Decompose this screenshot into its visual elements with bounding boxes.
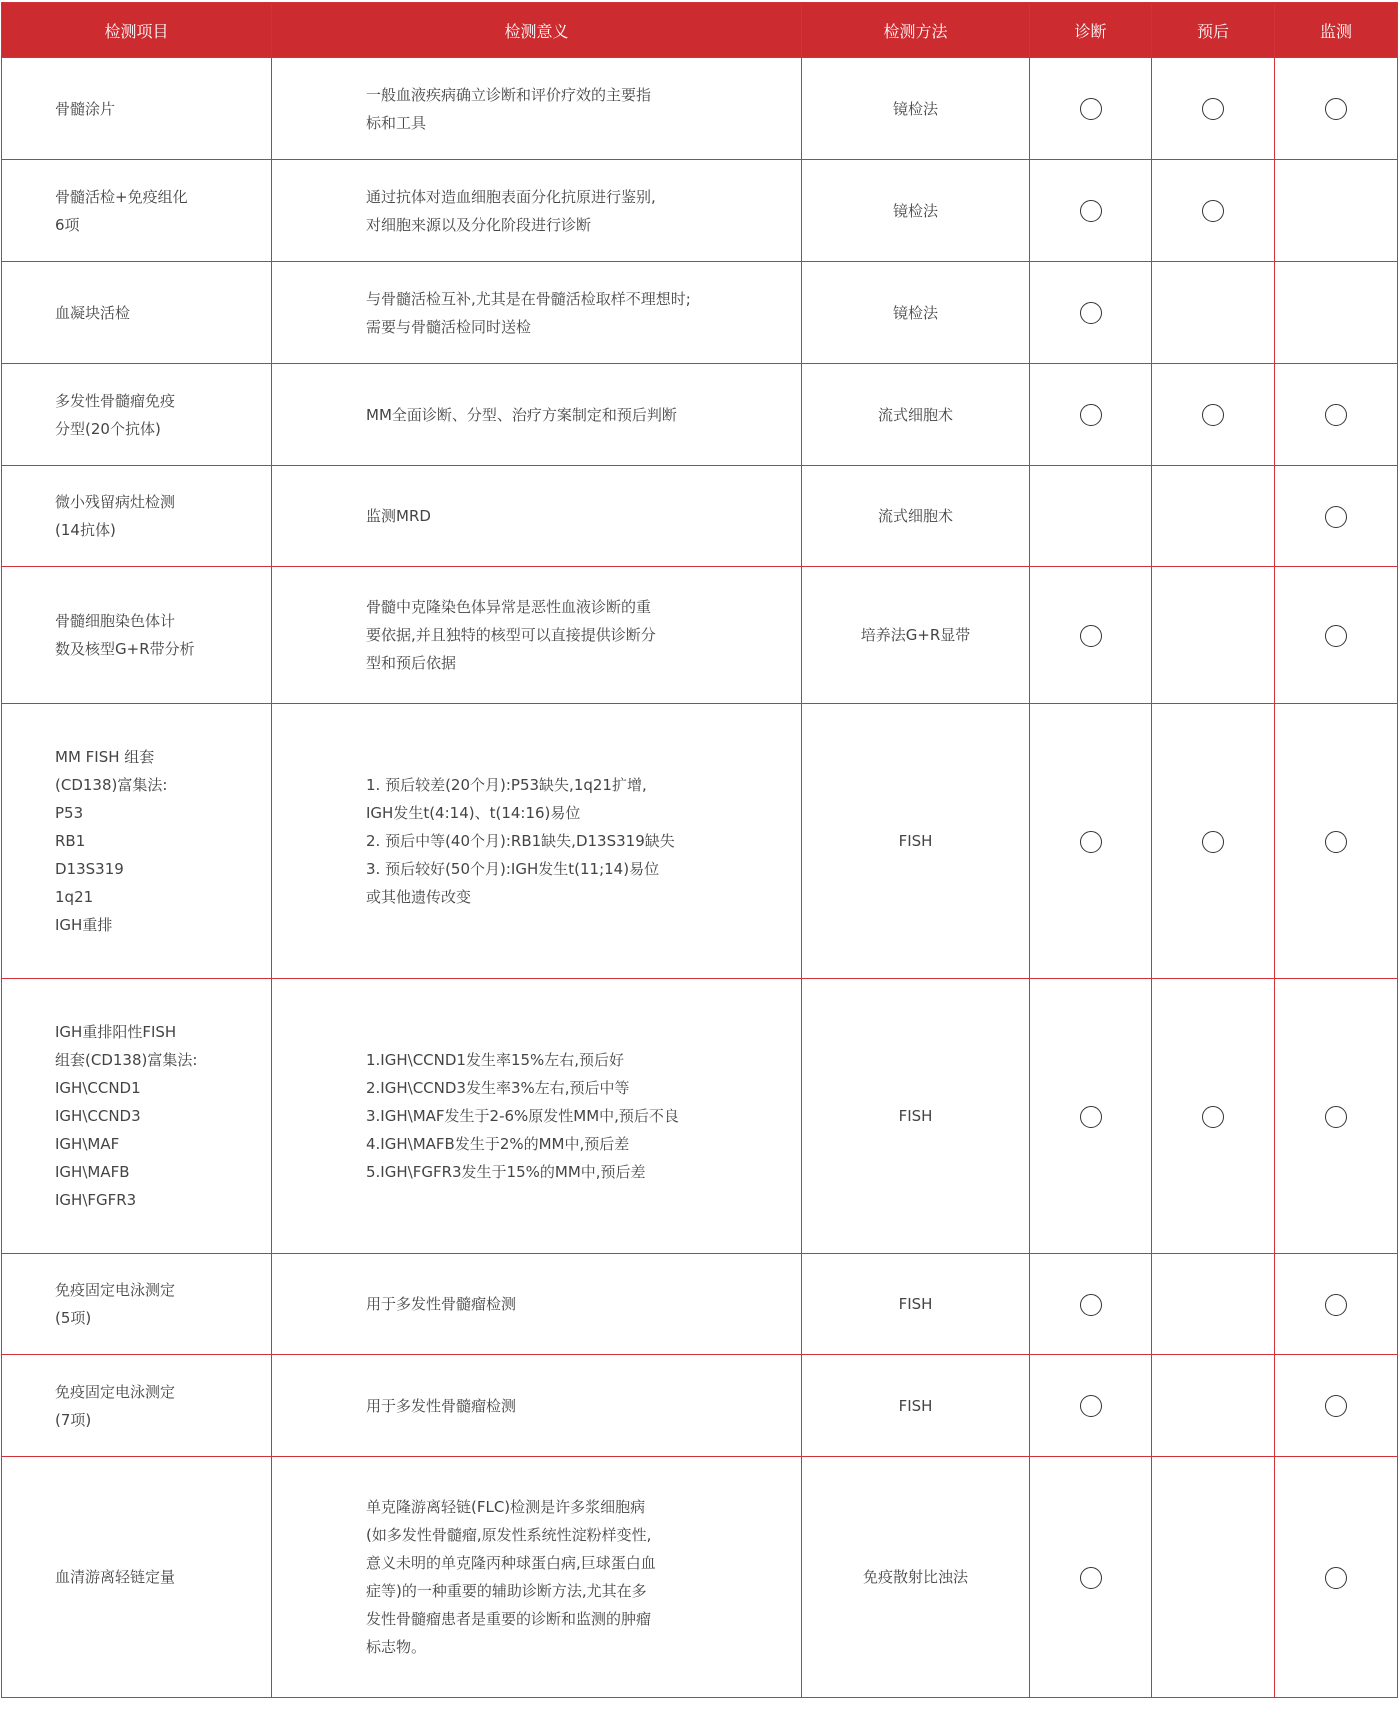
cell-item (2, 979, 272, 1254)
table-row (2, 364, 1398, 466)
cell-meaning (272, 567, 802, 704)
cell-method (802, 1457, 1030, 1698)
cell-meaning (272, 160, 802, 262)
cell-method (802, 1355, 1030, 1457)
cell-prognosis (1152, 567, 1275, 704)
circle-mark-icon (1325, 1395, 1347, 1417)
cell-item-text: 血清游离轻链定量 (55, 1568, 176, 1586)
cell-method-text: 免疫散射比浊法 (862, 1568, 968, 1586)
cell-item-text: 多发性骨髓瘤免疫 分型(20个抗体) (55, 391, 176, 438)
cell-meaning (272, 704, 802, 979)
cell-diagnosis (1030, 567, 1152, 704)
cell-diagnosis (1030, 979, 1152, 1254)
cell-monitoring (1275, 979, 1398, 1254)
circle-mark-icon (1080, 200, 1102, 222)
cell-item (2, 1254, 272, 1355)
cell-method-text: FISH (898, 832, 933, 850)
cell-item-text: 骨髓活检+免疫组化 6项 (55, 187, 188, 234)
cell-meaning-text: 一般血液疾病确立诊断和评价疗效的主要指 标和工具 (366, 85, 652, 132)
cell-monitoring (1275, 58, 1398, 160)
cell-monitoring (1275, 704, 1398, 979)
circle-mark-icon (1202, 831, 1224, 853)
cell-item-text: 微小残留病灶检测 (14抗体) (55, 493, 176, 539)
cell-method-text: 流式细胞术 (877, 405, 953, 424)
cell-method (802, 1254, 1030, 1355)
circle-mark-icon (1080, 98, 1102, 120)
cell-diagnosis (1030, 704, 1152, 979)
cell-diagnosis (1030, 58, 1152, 160)
cell-prognosis (1152, 364, 1275, 466)
header-item: 检测项目 (2, 3, 272, 58)
circle-mark-icon (1325, 506, 1347, 528)
cell-prognosis (1152, 704, 1275, 979)
circle-mark-icon (1080, 831, 1102, 853)
circle-mark-icon (1325, 1567, 1347, 1589)
circle-mark-icon (1325, 625, 1347, 647)
cell-monitoring (1275, 364, 1398, 466)
cell-meaning-text: 用于多发性骨髓瘤检测 (366, 1295, 517, 1313)
cell-diagnosis (1030, 1355, 1152, 1457)
cell-method-text: FISH (898, 1107, 933, 1125)
cell-meaning-text: 1. 预后较差(20个月):P53缺失,1q21扩增, IGH发生t(4:14)、t(14:16)易位 2. 预后中等(40个月):RB1缺失,D13S319缺失 3. 预后较好(50个月):IGH发生t(11;14)易位 或其他遗传改变 (366, 776, 675, 906)
cell-meaning-text: 用于多发性骨髓瘤检测 (366, 1396, 517, 1415)
table-row (2, 58, 1398, 160)
circle-mark-icon (1080, 1567, 1102, 1589)
cell-meaning-text: 通过抗体对造血细胞表面分化抗原进行鉴别, 对细胞来源以及分化阶段进行诊断 (366, 187, 656, 234)
cell-item (2, 1355, 272, 1457)
table-row (2, 262, 1398, 364)
cell-prognosis (1152, 58, 1275, 160)
cell-meaning (272, 364, 802, 466)
circle-mark-icon (1202, 200, 1224, 222)
cell-method (802, 160, 1030, 262)
cell-item-text: 骨髓细胞染色体计 数及核型G+R带分析 (55, 612, 195, 658)
circle-mark-icon (1080, 1106, 1102, 1128)
cell-item-text: IGH重排阳性FISH 组套(CD138)富集法: IGH\CCND1 IGH\CCND3 IGH\MAF IGH\MAFB IGH\FGFR3 (55, 1023, 198, 1209)
table-row (2, 979, 1398, 1254)
cell-meaning (272, 1254, 802, 1355)
cell-meaning-text: 监测MRD (366, 507, 431, 525)
cell-item (2, 466, 272, 567)
cell-method-text: 流式细胞术 (877, 507, 953, 525)
cell-diagnosis (1030, 160, 1152, 262)
cell-item (2, 567, 272, 704)
cell-monitoring (1275, 160, 1398, 262)
cell-monitoring (1275, 567, 1398, 704)
cell-monitoring (1275, 1457, 1398, 1698)
cell-meaning-text: 骨髓中克隆染色体异常是恶性血液诊断的重 要依据,并且独特的核型可以直接提供诊断分 型和预后依据 (366, 598, 656, 672)
cell-diagnosis (1030, 1457, 1152, 1698)
cell-meaning (272, 979, 802, 1254)
cell-item (2, 704, 272, 979)
cell-monitoring (1275, 262, 1398, 364)
cell-diagnosis (1030, 262, 1152, 364)
table-row (2, 1457, 1398, 1698)
table-header-row (2, 3, 1398, 58)
cell-prognosis (1152, 466, 1275, 567)
cell-prognosis (1152, 262, 1275, 364)
header-prognosis: 预后 (1152, 3, 1275, 58)
header-diagnosis: 诊断 (1030, 3, 1152, 58)
circle-mark-icon (1325, 1294, 1347, 1316)
cell-item (2, 262, 272, 364)
cell-meaning-text: 单克隆游离轻链(FLC)检测是许多浆细胞病 (如多发性骨髓瘤,原发性系统性淀粉样变性, 意义未明的单克隆丙种球蛋白病,巨球蛋白血 症等)的一种重要的辅助诊断方法,尤其在多 发性骨髓瘤患者是重要的诊断和监测的肿瘤 标志物。 (366, 1498, 656, 1656)
cell-method-text: 镜检法 (892, 303, 938, 322)
cell-monitoring (1275, 1254, 1398, 1355)
cell-meaning (272, 1355, 802, 1457)
table-row (2, 466, 1398, 567)
circle-mark-icon (1080, 404, 1102, 426)
cell-method (802, 466, 1030, 567)
header-method: 检测方法 (802, 3, 1030, 58)
cell-prognosis (1152, 1355, 1275, 1457)
cell-method-text: 镜检法 (892, 99, 938, 118)
cell-method (802, 58, 1030, 160)
cell-item-text: MM FISH 组套 (CD138)富集法: P53 RB1 D13S319 1q21 IGH重排 (55, 748, 168, 934)
circle-mark-icon (1202, 98, 1224, 120)
cell-method-text: FISH (898, 1396, 933, 1415)
cell-diagnosis (1030, 364, 1152, 466)
cell-item (2, 364, 272, 466)
cell-monitoring (1275, 466, 1398, 567)
cell-method-text: 培养法G+R显带 (860, 626, 971, 644)
table-row (2, 704, 1398, 979)
test-items-table (1, 2, 1398, 1698)
cell-item (2, 1457, 272, 1698)
circle-mark-icon (1325, 404, 1347, 426)
circle-mark-icon (1325, 98, 1347, 120)
cell-method (802, 704, 1030, 979)
cell-meaning-text: 与骨髓活检互补,尤其是在骨髓活检取样不理想时; 需要与骨髓活检同时送检 (366, 289, 691, 336)
table-body (2, 58, 1398, 1698)
table-row (2, 1254, 1398, 1355)
cell-prognosis (1152, 1254, 1275, 1355)
cell-item-text: 免疫固定电泳测定 (5项) (55, 1281, 176, 1327)
header-monitoring: 监测 (1275, 3, 1398, 58)
cell-diagnosis (1030, 1254, 1152, 1355)
cell-prognosis (1152, 1457, 1275, 1698)
cell-item-text: 血凝块活检 (55, 303, 131, 322)
circle-mark-icon (1080, 625, 1102, 647)
cell-item (2, 160, 272, 262)
cell-meaning (272, 58, 802, 160)
cell-monitoring (1275, 1355, 1398, 1457)
circle-mark-icon (1080, 1395, 1102, 1417)
cell-meaning (272, 1457, 802, 1698)
cell-prognosis (1152, 979, 1275, 1254)
cell-method-text: 镜检法 (892, 201, 938, 220)
cell-item-text: 骨髓涂片 (55, 99, 116, 118)
circle-mark-icon (1325, 831, 1347, 853)
circle-mark-icon (1080, 302, 1102, 324)
cell-method-text: FISH (898, 1295, 933, 1313)
cell-diagnosis (1030, 466, 1152, 567)
table-row (2, 160, 1398, 262)
cell-meaning-text: 1.IGH\CCND1发生率15%左右,预后好 2.IGH\CCND3发生率3%左右,预后中等 3.IGH\MAF发生于2-6%原发性MM中,预后不良 4.IGH\MAFB发生于2%的MM中,预后差 5.IGH\FGFR3发生于15%的MM中,预后差 (366, 1051, 679, 1181)
cell-method (802, 979, 1030, 1254)
cell-meaning (272, 466, 802, 567)
header-meaning: 检测意义 (272, 3, 802, 58)
table-row (2, 1355, 1398, 1457)
cell-meaning (272, 262, 802, 364)
cell-method (802, 262, 1030, 364)
circle-mark-icon (1325, 1106, 1347, 1128)
table-row (2, 567, 1398, 704)
cell-item-text: 免疫固定电泳测定 (7项) (55, 1382, 176, 1429)
circle-mark-icon (1202, 404, 1224, 426)
cell-item (2, 58, 272, 160)
cell-method (802, 364, 1030, 466)
circle-mark-icon (1202, 1106, 1224, 1128)
cell-method (802, 567, 1030, 704)
circle-mark-icon (1080, 1294, 1102, 1316)
cell-prognosis (1152, 160, 1275, 262)
cell-meaning-text: MM全面诊断、分型、治疗方案制定和预后判断 (366, 405, 677, 424)
